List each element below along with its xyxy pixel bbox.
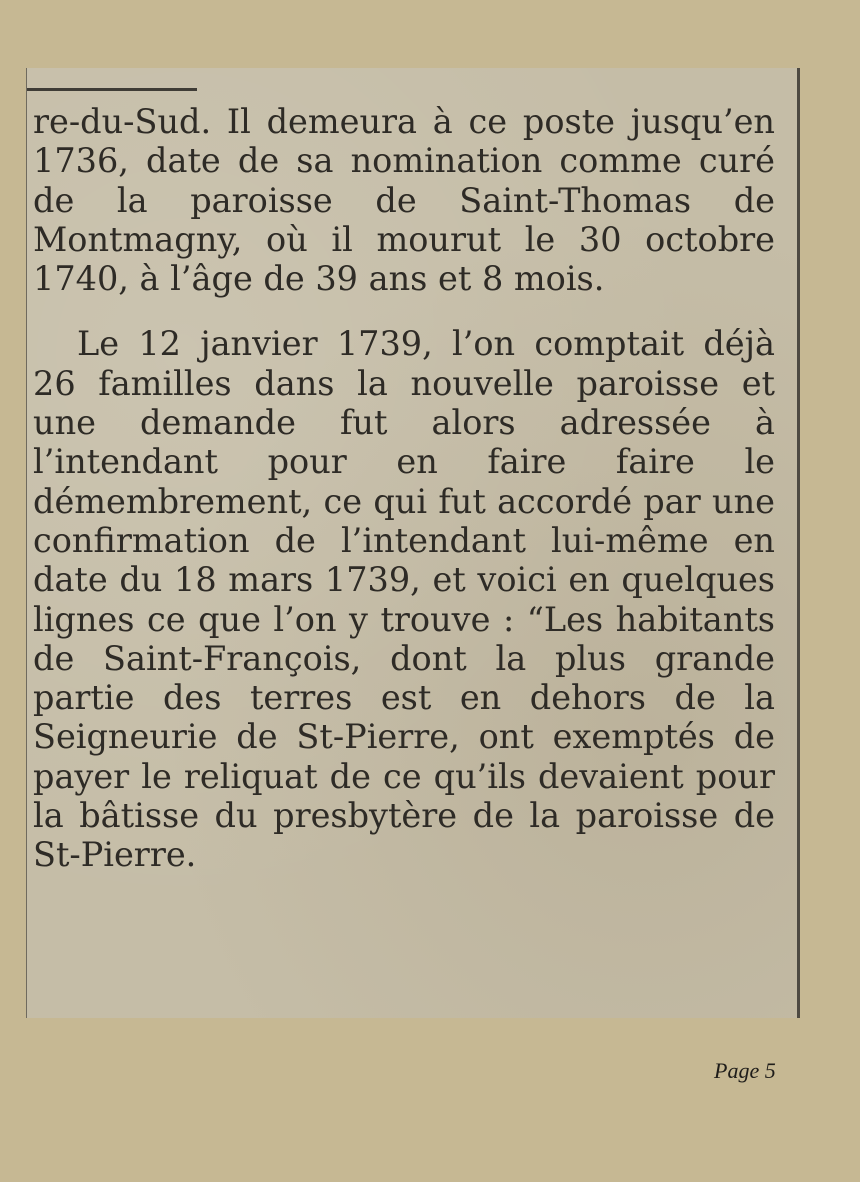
paragraph-1: re-du-Sud. Il demeura à ce poste jusqu’en 1736, date de sa nomination comme curé de la paroisse de Saint-Thomas de Montmagny, où il mourut le 30 octobre 1740, à l’âge de 39 ans et 8 mois. [33,102,775,299]
page-number: Page 5 [714,1058,776,1083]
column-rule [27,88,197,91]
article-text [33,102,775,875]
paragraph-2: Le 12 janvier 1739, l’on comptait déjà 26 familles dans la nouvelle paroisse et une demande fut alors adressée à l’intendant pour en faire faire le démembrement, ce qui fut accordé par une confirmation de l’intendant lui-même en date du 18 mars 1739, et voici en quelques lignes ce que l’on y trouve : “Les habitants de Saint-François, dont la plus grande partie des terres est en dehors de la Seigneurie de St-Pierre, ont exemptés de payer le reliquat de ce qu’ils devaient pour la bâtisse du presbytère de la paroisse de St-Pierre. [33,324,775,875]
newspaper-clipping [26,68,800,1018]
